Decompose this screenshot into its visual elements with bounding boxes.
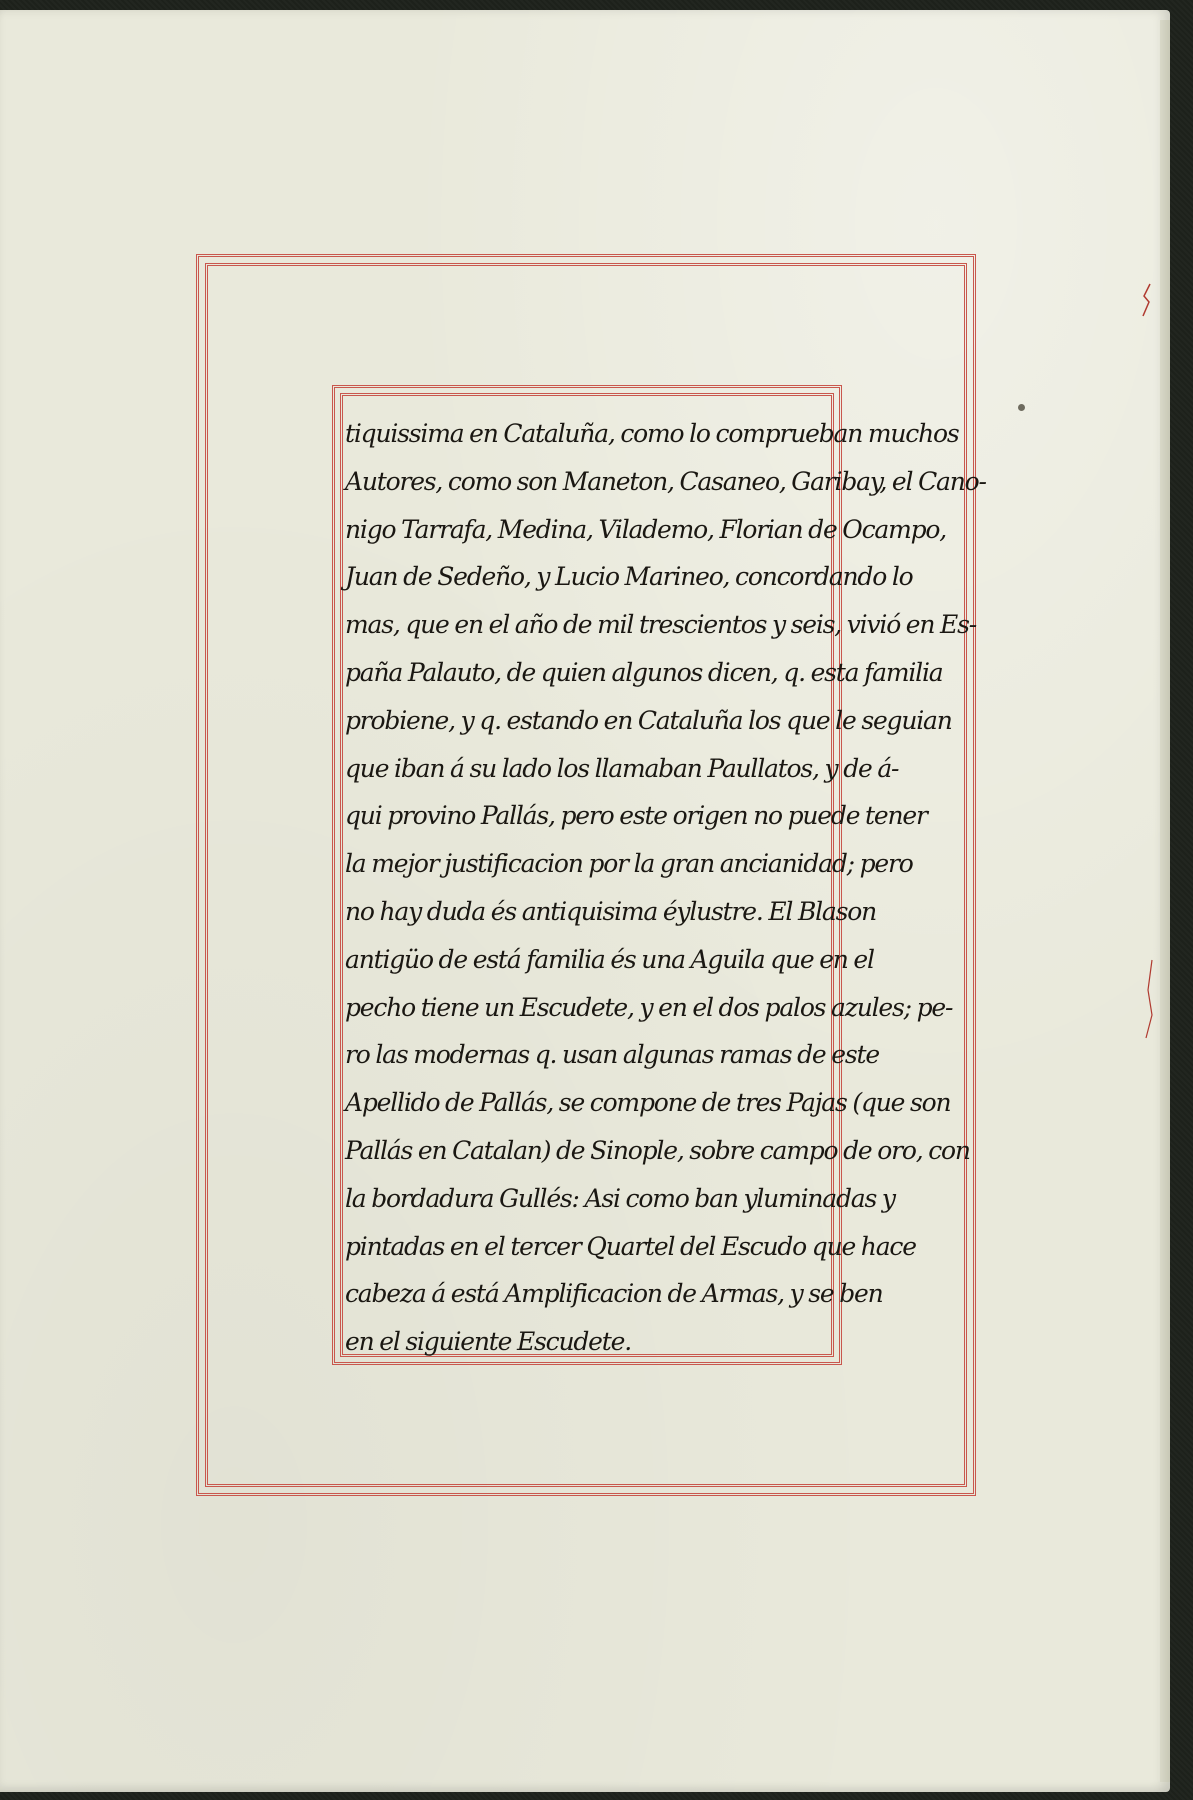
red-ink-mark-lower xyxy=(1140,960,1154,1040)
ink-spot xyxy=(1018,404,1025,411)
text-line: qui provino Pallás, pero este origen no puede tener xyxy=(345,801,927,831)
page-edge xyxy=(1160,20,1170,1782)
text-line: no hay duda és antiquisima éylustre. El Blason xyxy=(345,896,877,926)
text-line: Juan de Sedeño, y Lucio Marineo, concordando lo xyxy=(345,562,913,592)
text-line: ro las modernas q. usan algunas ramas de este xyxy=(345,1040,879,1070)
text-line: en el siguiente Escudete. xyxy=(345,1327,631,1357)
text-line: que iban á su lado los llamaban Paullatos, y de á- xyxy=(345,753,899,783)
text-line: Apellido de Pallás, se compone de tres Pajas (que son xyxy=(345,1088,951,1118)
text-line: Autores, como son Maneton, Casaneo, Garibay, el Cano- xyxy=(345,466,986,496)
text-line: pintadas en el tercer Quartel del Escudo que hace xyxy=(345,1231,916,1261)
text-line: tiquissima en Cataluña, como lo comprueban muchos xyxy=(345,419,959,448)
text-line: antigüo de está familia és una Aguila que en el xyxy=(345,944,874,974)
text-line: paña Palauto, de quien algunos dicen, q. esta familia xyxy=(345,657,943,687)
text-line: la bordadura Gullés: Asi como ban yluminadas y xyxy=(345,1183,895,1213)
text-line: nigo Tarrafa, Medina, Vilademo, Florian de Ocampo, xyxy=(345,514,946,544)
text-line: la mejor justificacion por la gran ancianidad; pero xyxy=(345,849,913,879)
text-line: mas, que en el año de mil trescientos y seis, vivió en Es- xyxy=(345,610,976,640)
red-ink-mark xyxy=(1140,282,1154,322)
text-line: Pallás en Catalan) de Sinople, sobre campo de oro, con xyxy=(345,1135,970,1165)
text-line: cabeza á está Amplificacion de Armas, y se ben xyxy=(345,1279,883,1309)
manuscript-text xyxy=(345,410,986,1366)
text-line: probiene, y q. estando en Cataluña los que le seguian xyxy=(345,705,952,735)
text-line: pecho tiene un Escudete, y en el dos palos azules; pe- xyxy=(345,992,953,1022)
